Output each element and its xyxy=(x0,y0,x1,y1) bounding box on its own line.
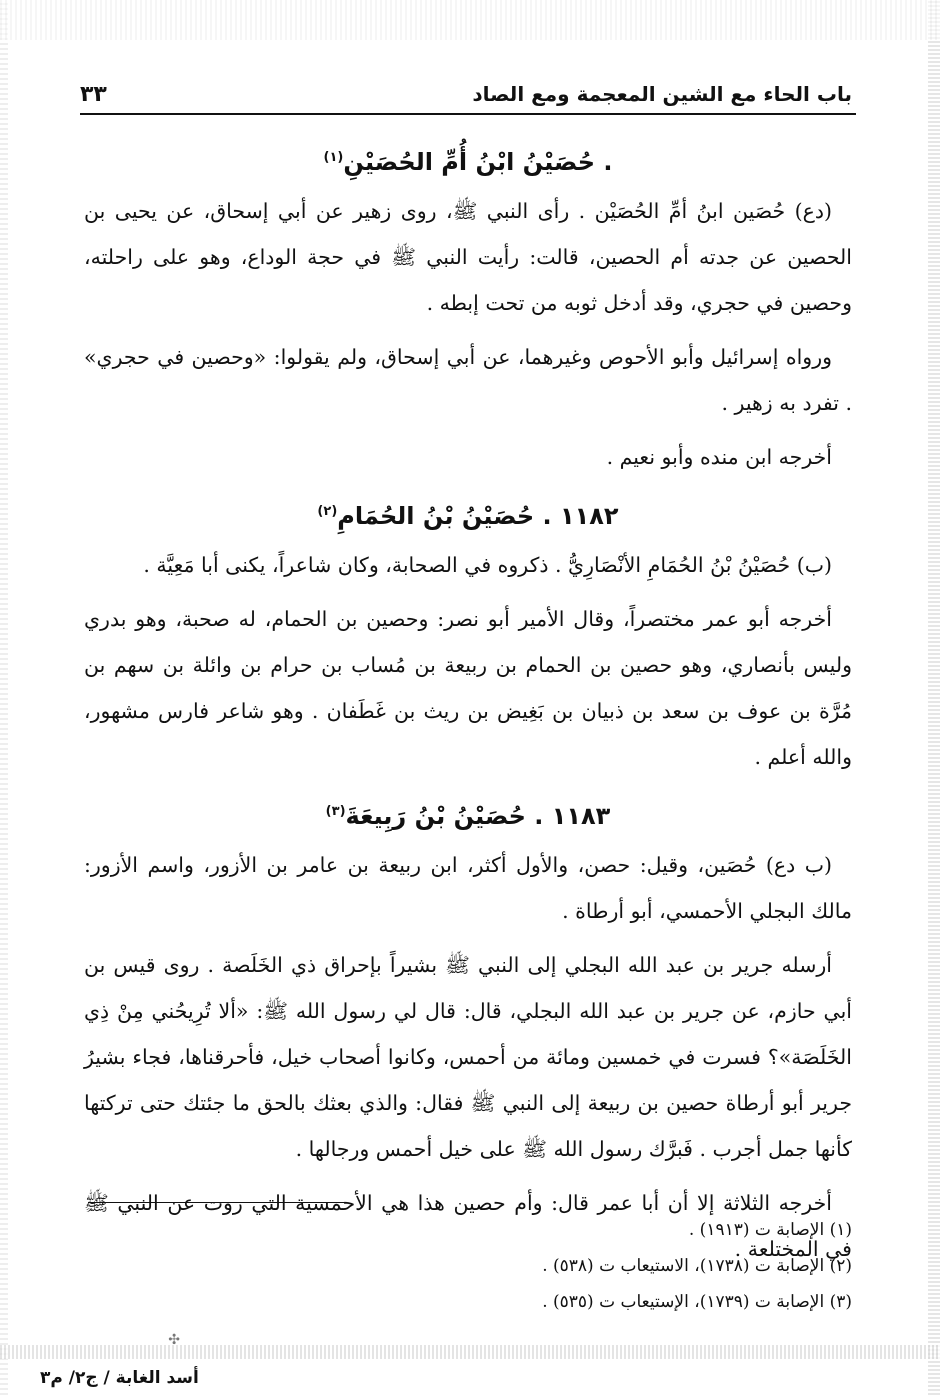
entry-paragraph: (دع) حُصَين ابنُ أمِّ الحُصَيْن . رأى النبي ﷺ، روى زهير عن أبي إسحاق، عن يحيى بن الحصين عن جدته أم الحصين، قالت: رأيت النبي ﷺ في حجة الوداع، وهو على راحلته، وحصين في حجري، وقد أدخل ثوبه من تحت إبطه . xyxy=(84,199,852,315)
entry-heading xyxy=(84,488,852,540)
footnote-ref: (٣) xyxy=(325,804,346,819)
footnote: (٣) الإصابة ت (١٧٣٩)، الإستيعاب ت (٥٣٥) . xyxy=(542,1292,852,1312)
footnote: (٢) الإصابة ت (١٧٣٨)، الاستيعاب ت (٥٣٨) . xyxy=(542,1256,852,1276)
entry-paragraph: أخرجه الثلاثة إلا أن أبا عمر قال: وأم حصين هذا هي الأحمسية التي روت عن النبي ﷺ في المختلعة . xyxy=(84,1191,852,1261)
entry-heading xyxy=(84,788,852,840)
running-header xyxy=(80,82,852,112)
header-rule xyxy=(80,113,856,115)
entry-heading-text: ١١٨٢ . حُصَيْنُ بْنُ الحُمَامِ xyxy=(337,502,619,530)
entry-paragraph: أخرجه ابن منده وأبو نعيم . xyxy=(606,445,832,469)
entry-paragraph: ورواه إسرائيل وأبو الأحوص وغيرهما، عن أبي إسحاق، ولم يقولوا: «وحصين في حجري» . تفرد به زهير . xyxy=(84,345,852,415)
entry-paragraph: أرسله جرير بن عبد الله البجلي إلى النبي ﷺ بشيراً بإحراق ذي الخَلَصة . روى قيس بن أبي حازم، عن جرير بن عبد الله البجلي، قال: قال لي رسول الله ﷺ: «ألا تُرِيحُني مِنْ ذِي الخَلَصَة»؟ فسرت في خمسين ومائة من أحمس، وكانوا أصحاب خيل، فأحرقناها، فجاء بشيرُ جرير أبو أرطاة حصين بن ربيعة إلى النبي ﷺ فقال: والذي بعثك بالحق ما جئتك حتى تركتها كأنها جمل أجرب . فَبرَّك رسول الله ﷺ على خيل أحمس ورجالها . xyxy=(84,953,852,1161)
entry-paragraph: (ب دع) حُصَين، وقيل: حصن، والأول أكثر، ابن ربيعة بن عامر بن الأزور، واسم الأزور: مالك البجلي الأحمسي، أبو أرطاة . xyxy=(84,853,852,923)
scan-edge-top xyxy=(0,0,940,40)
footnotes xyxy=(120,1212,852,1320)
entry-heading-text: . حُصَيْنُ ابْنُ أُمِّ الحُصَيْنِ xyxy=(343,148,613,176)
page-body xyxy=(84,128,852,1280)
entry-paragraph: (ب) حُصَيْنُ بْنُ الحُمَامِ الأنْصَارِيُّ . ذكروه في الصحابة، وكان شاعراً، يكنى أبا مَعِيَّة . xyxy=(143,553,832,577)
footnote-ref: (١) xyxy=(323,150,344,165)
entry-paragraph: أخرجه أبو عمر مختصراً، وقال الأمير أبو نصر: وحصين بن الحمام، له صحبة، وهو بدري وليس بأنصاري، وهو حصين بن الحمام بن ربيعة بن مُساب بن حرام بن وائلة بن سهم بن مُرَّة بن عوف بن سعد بن ذبيان بن بَغِيض بن ريث بن غَطَفان . وهو شاعر فارس مشهور، والله أعلم . xyxy=(84,607,852,769)
footnote-ref: (٢) xyxy=(317,504,338,519)
ornament-icon: ✣ xyxy=(168,1332,180,1348)
scan-edge-left xyxy=(0,0,8,1395)
entry-heading xyxy=(84,134,852,186)
scan-edge-bottom xyxy=(0,1345,940,1359)
footnote-rule xyxy=(88,1202,346,1203)
running-header-title: باب الحاء مع الشين المعجمة ومع الصاد xyxy=(472,82,852,106)
scan-edge-right xyxy=(928,0,940,1395)
entry-heading-text: ١١٨٣ . حُصَيْنُ بْنُ رَبِيعَةَ xyxy=(345,802,611,830)
footnote: (١) الإصابة ت (١٩١٣) . xyxy=(688,1220,852,1240)
page-number: ٣٣ xyxy=(80,82,107,107)
signature-mark: أسد الغابة / ج٢/ م٣ xyxy=(40,1368,199,1388)
